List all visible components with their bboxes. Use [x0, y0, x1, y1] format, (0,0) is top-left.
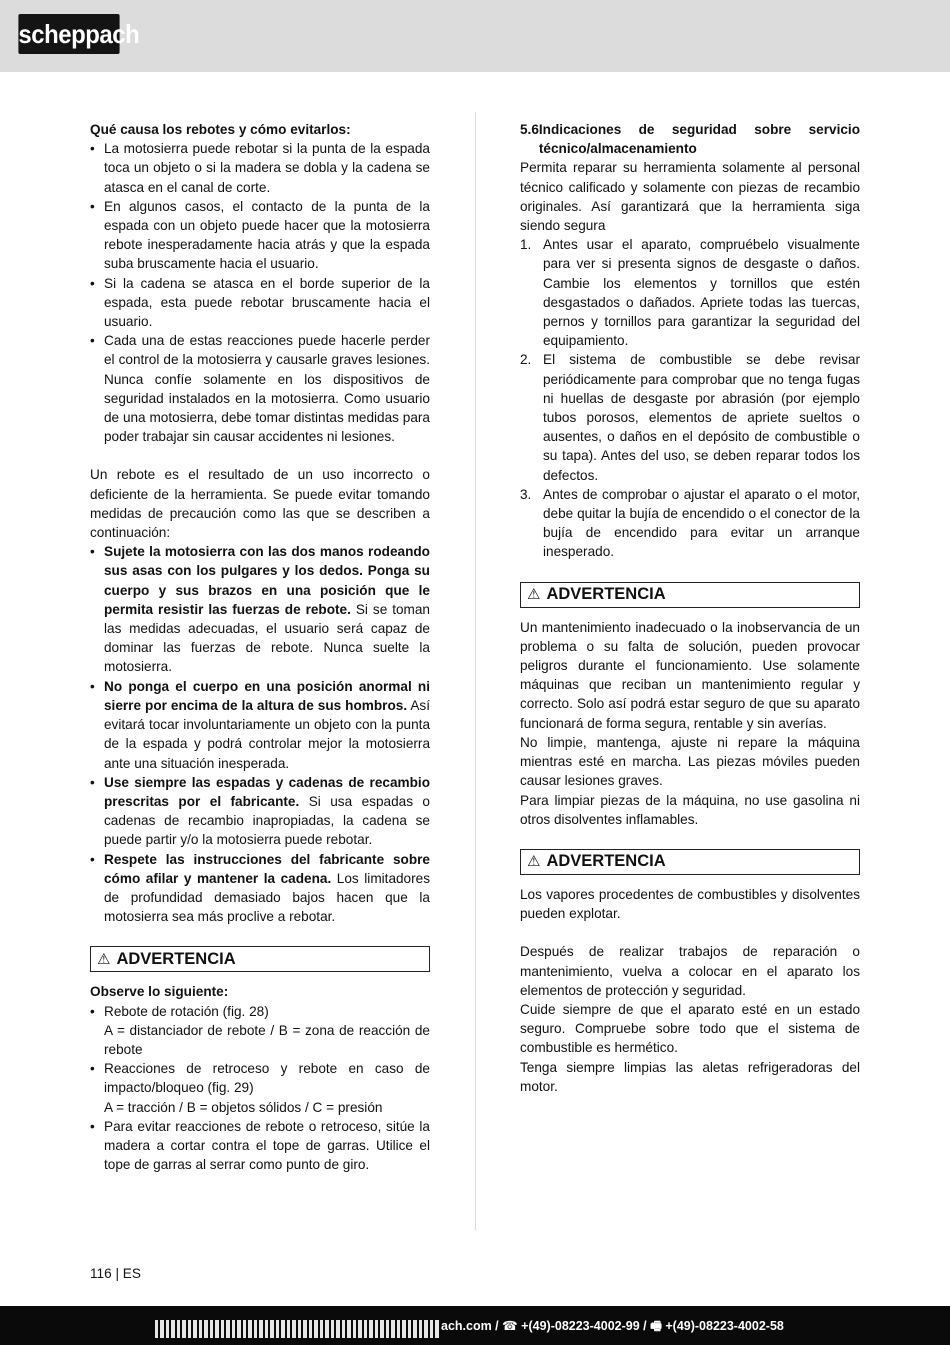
warning-paragraph: Para limpiar piezas de la máquina, no use gasolina ni otros disolventes inflamables. [520, 792, 860, 827]
list-item: • En algunos casos, el contacto de la punta de la espada con un objeto puede hacer que la motosierra rebote inesperadamente hacia atrás y que la espada suba bruscamente hacia el usuario. [90, 197, 430, 274]
page-footer [0, 1306, 950, 1345]
warning-box [520, 849, 860, 875]
warning-triangle-icon: ⚠ [527, 586, 541, 604]
warning-title: ADVERTENCIA [546, 585, 666, 604]
list-item: • La motosierra puede rebotar si la punta de la espada toca un objeto o si la madera se dobla y la cadena se atasca en el canal de corte. [90, 139, 430, 197]
list-item: • Reacciones de retroceso y rebote en caso de impacto/bloqueo (fig. 29) A = tracción / B = objetos sólidos / C = presión [90, 1059, 430, 1117]
scheppach-logo: scheppach [18, 14, 119, 54]
list-item: 3. Antes de comprobar o ajustar el aparato o el motor, debe quitar la bujía de encendido o el conector de la bujía de encendido para evitar un arranque inesperado. [520, 486, 860, 560]
page-header [0, 0, 950, 72]
maintenance-paragraph: Cuide siempre de que el aparato esté en un estado seguro. Compruebe sobre todo que el sistema de combustible es hermético. [520, 1001, 860, 1056]
list-item: • No ponga el cuerpo en una posición anormal ni sierre por encima de la altura de sus hombros. Así evitará tocar involuntariamente un objeto con la punta de la espada y podrá controlar mejor la motosierra ante una situación inesperada. [90, 677, 430, 773]
section-number: 5.6 [520, 122, 539, 137]
column-divider [475, 112, 476, 1230]
warning-triangle-icon: ⚠ [527, 853, 541, 871]
kickback-causes-list [90, 139, 430, 446]
observe-list [90, 1002, 430, 1175]
right-column [520, 120, 860, 1096]
list-item: • Sujete la motosierra con las dos manos rodeando sus asas con los pulgares y los dedos. Ponga su cuerpo y sus brazos en una posición que le permita resistir las fuerzas de rebote. Si se toman las medidas adecuadas, el usuario será capaz de dominar las fuerzas de rebote. Nunca suelte la motosierra. [90, 542, 430, 676]
maintenance-paragraph: Después de realizar trabajos de reparación o mantenimiento, vuelva a colocar en el aparato los elementos de protección y seguridad. [520, 944, 860, 998]
warning-triangle-icon: ⚠ [97, 950, 111, 968]
warning-paragraph: Un mantenimiento inadecuado o la inobservancia de un problema o su falta de solución, pueden provocar peligros durante el funcionamiento. Use solamente máquinas que reciban un mantenimiento regular y correcto. Solo así podrá estar seguro de que su aparato funcionará de forma segura, rentable y sin averías. [520, 619, 860, 731]
list-item: • Use siempre las espadas y cadenas de recambio prescritas por el fabricante. Si usa espadas o cadenas de recambio inapropiadas, la cadena se puede partir y/o la motosierra puede rebotar. [90, 773, 430, 850]
warning-box [90, 946, 430, 972]
warning-paragraph: No limpie, mantenga, ajuste ni repare la máquina mientras esté en marcha. Las piezas móviles pueden causar lesiones graves. [520, 734, 860, 789]
service-steps-list [520, 235, 860, 561]
list-item: • Si la cadena se atasca en el borde superior de la espada, esta puede rebotar bruscamente hacia el usuario. [90, 274, 430, 332]
warning-title: ADVERTENCIA [546, 852, 666, 871]
warning-title: ADVERTENCIA [116, 949, 236, 968]
list-item: 1. Antes usar el aparato, compruébelo visualmente para ver si presenta signos de desgaste o daños. Cambie los elementos y tornillos que estén desgastados o dañados. Apriete todas las tuercas, pernos y tornillos para garantizar la seguridad del equipamiento. [520, 237, 860, 349]
section-title: Indicaciones de seguridad sobre servicio técnico/almacenamiento [538, 122, 860, 157]
list-item: • Cada una de estas reacciones puede hacerle perder el control de la motosierra y causarle graves lesiones. Nunca confíe solamente en los dispositivos de seguridad instalados en la motosierra. Como usuario de una motosierra, debe tomar distintas medidas para poder trabajar sin causar accidentes ni lesiones. [90, 331, 430, 446]
list-item: • Respete las instrucciones del fabricante sobre cómo afilar y mantener la cadena. Los limitadores de profundidad demasiado bajos hacen que la motosierra sea más proclive a rebotar. [90, 850, 430, 927]
precautions-list [90, 542, 430, 926]
maintenance-paragraph: Tenga siempre limpias las aletas refrigeradoras del motor. [520, 1059, 860, 1094]
kickback-paragraph: Un rebote es el resultado de un uso incorrecto o deficiente de la herramienta. Se puede evitar tomando medidas de precaución como las que se describen a continuación: [90, 467, 430, 541]
warning-box [520, 582, 860, 608]
observe-heading: Observe lo siguiente: [90, 984, 229, 1000]
warning-paragraph: Los vapores procedentes de combustibles y disolventes pueden explotar. [520, 886, 860, 922]
page-number: 116 | ES [90, 1266, 141, 1281]
kickback-heading: Qué causa los rebotes y cómo evitarlos: [90, 122, 351, 137]
section-heading [520, 120, 860, 158]
service-intro: Permita reparar su herramienta solamente al personal técnico calificado y solamente con piezas de recambio originales. Así garantizará que la herramienta siga siendo segura [520, 160, 860, 234]
left-column [90, 120, 430, 1174]
contact-bar-graphic [155, 1320, 441, 1338]
list-item: • Para evitar reacciones de rebote o retroceso, sitúe la madera a cortar contra el tope de garras. Utilice el tope de garras al serrar como punto de giro. [90, 1117, 430, 1175]
list-item: 2. El sistema de combustible se debe revisar periódicamente para comprobar que no tenga fugas ni huellas de desgaste por abrasión (por ejemplo tubos porosos, elementos de apriete sueltos o ausentes, o daños en el depósito de combustible o su tapa). Antes del uso, se deben reparar todos los defectos. [520, 352, 860, 483]
list-item: • Rebote de rotación (fig. 28) A = distanciador de rebote / B = zona de reacción de rebote [90, 1002, 430, 1060]
contact-info: ach.com / ☎ +(49)-08223-4002-99 / 🖷 +(49)-08223-4002-58 [441, 1319, 784, 1333]
